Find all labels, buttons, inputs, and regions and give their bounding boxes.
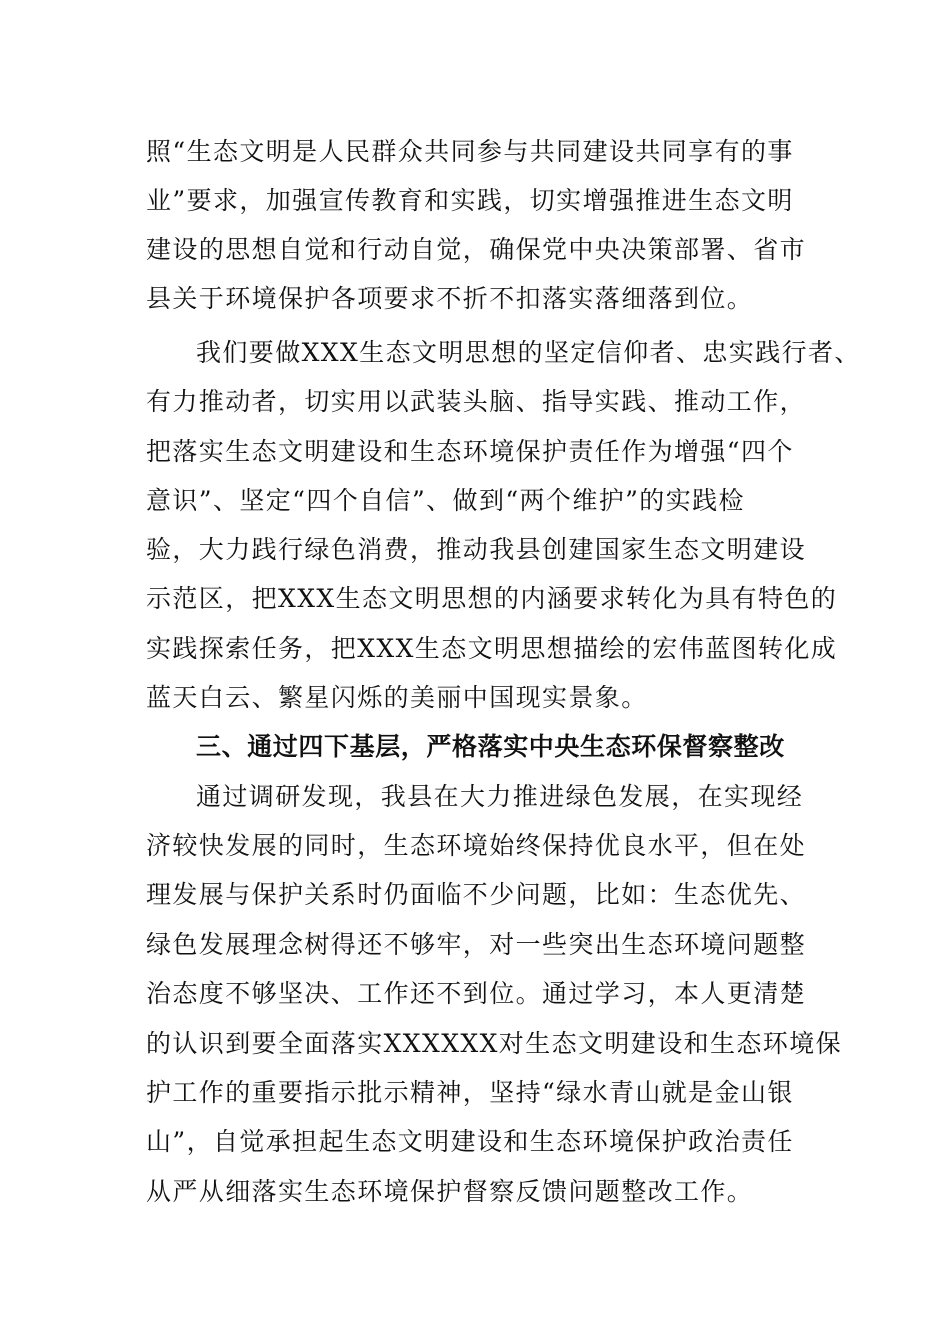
text-line: 理发展与保护关系时仍面临不少问题，比如：生态优先、 [146,880,807,909]
text-line: 示范区，把XXX生态文明思想的内涵要求转化为具有特色的 [146,584,838,613]
text-line: 绿色发展理念树得还不够牢，对一些突出生态环境问题整 [146,930,807,959]
text-line: 有力推动者，切实用以武装头脑、指导实践、推动工作， [146,387,807,416]
text-line: 把落实生态文明建设和生态环境保护责任作为增强“四个 [146,437,794,466]
text-line: 照“生态文明是人民群众共同参与共同建设共同享有的事 [146,137,794,166]
text-line: 治态度不够坚决、工作还不到位。通过学习，本人更清楚 [146,979,807,1008]
text-line: 建设的思想自觉和行动自觉，确保党中央决策部署、省市 [146,235,807,264]
section-heading: 三、通过四下基层，严格落实中央生态环保督察整改 [196,732,785,761]
text-line: 蓝天白云、繁星闪烁的美丽中国现实景象。 [146,683,648,712]
text-line: 的认识到要全面落实XXXXXX对生态文明建设和生态环境保 [146,1029,842,1058]
text-line: 通过调研发现，我县在大力推进绿色发展，在实现经 [196,782,804,811]
text-line: 我们要做XXX生态文明思想的坚定信仰者、忠实践行者、 [196,338,861,367]
text-line: 从严从细落实生态环境保护督察反馈问题整改工作。 [146,1177,754,1206]
text-line: 业”要求，加强宣传教育和实践，切实增强推进生态文明 [146,186,794,215]
text-line: 县关于环境保护各项要求不折不扣落实落细落到位。 [146,284,754,313]
text-line: 实践探索任务，把XXX生态文明思想描绘的宏伟蓝图转化成 [146,634,838,663]
text-line: 意识”、坚定“四个自信”、做到“两个维护”的实践检 [146,486,745,515]
text-line: 山”，自觉承担起生态文明建设和生态环境保护政治责任 [146,1127,794,1156]
text-line: 济较快发展的同时，生态环境始终保持优良水平，但在处 [146,831,807,860]
text-line: 验，大力践行绿色消费，推动我县创建国家生态文明建设 [146,535,807,564]
text-line: 护工作的重要指示批示精神，坚持“绿水青山就是金山银 [146,1078,794,1107]
